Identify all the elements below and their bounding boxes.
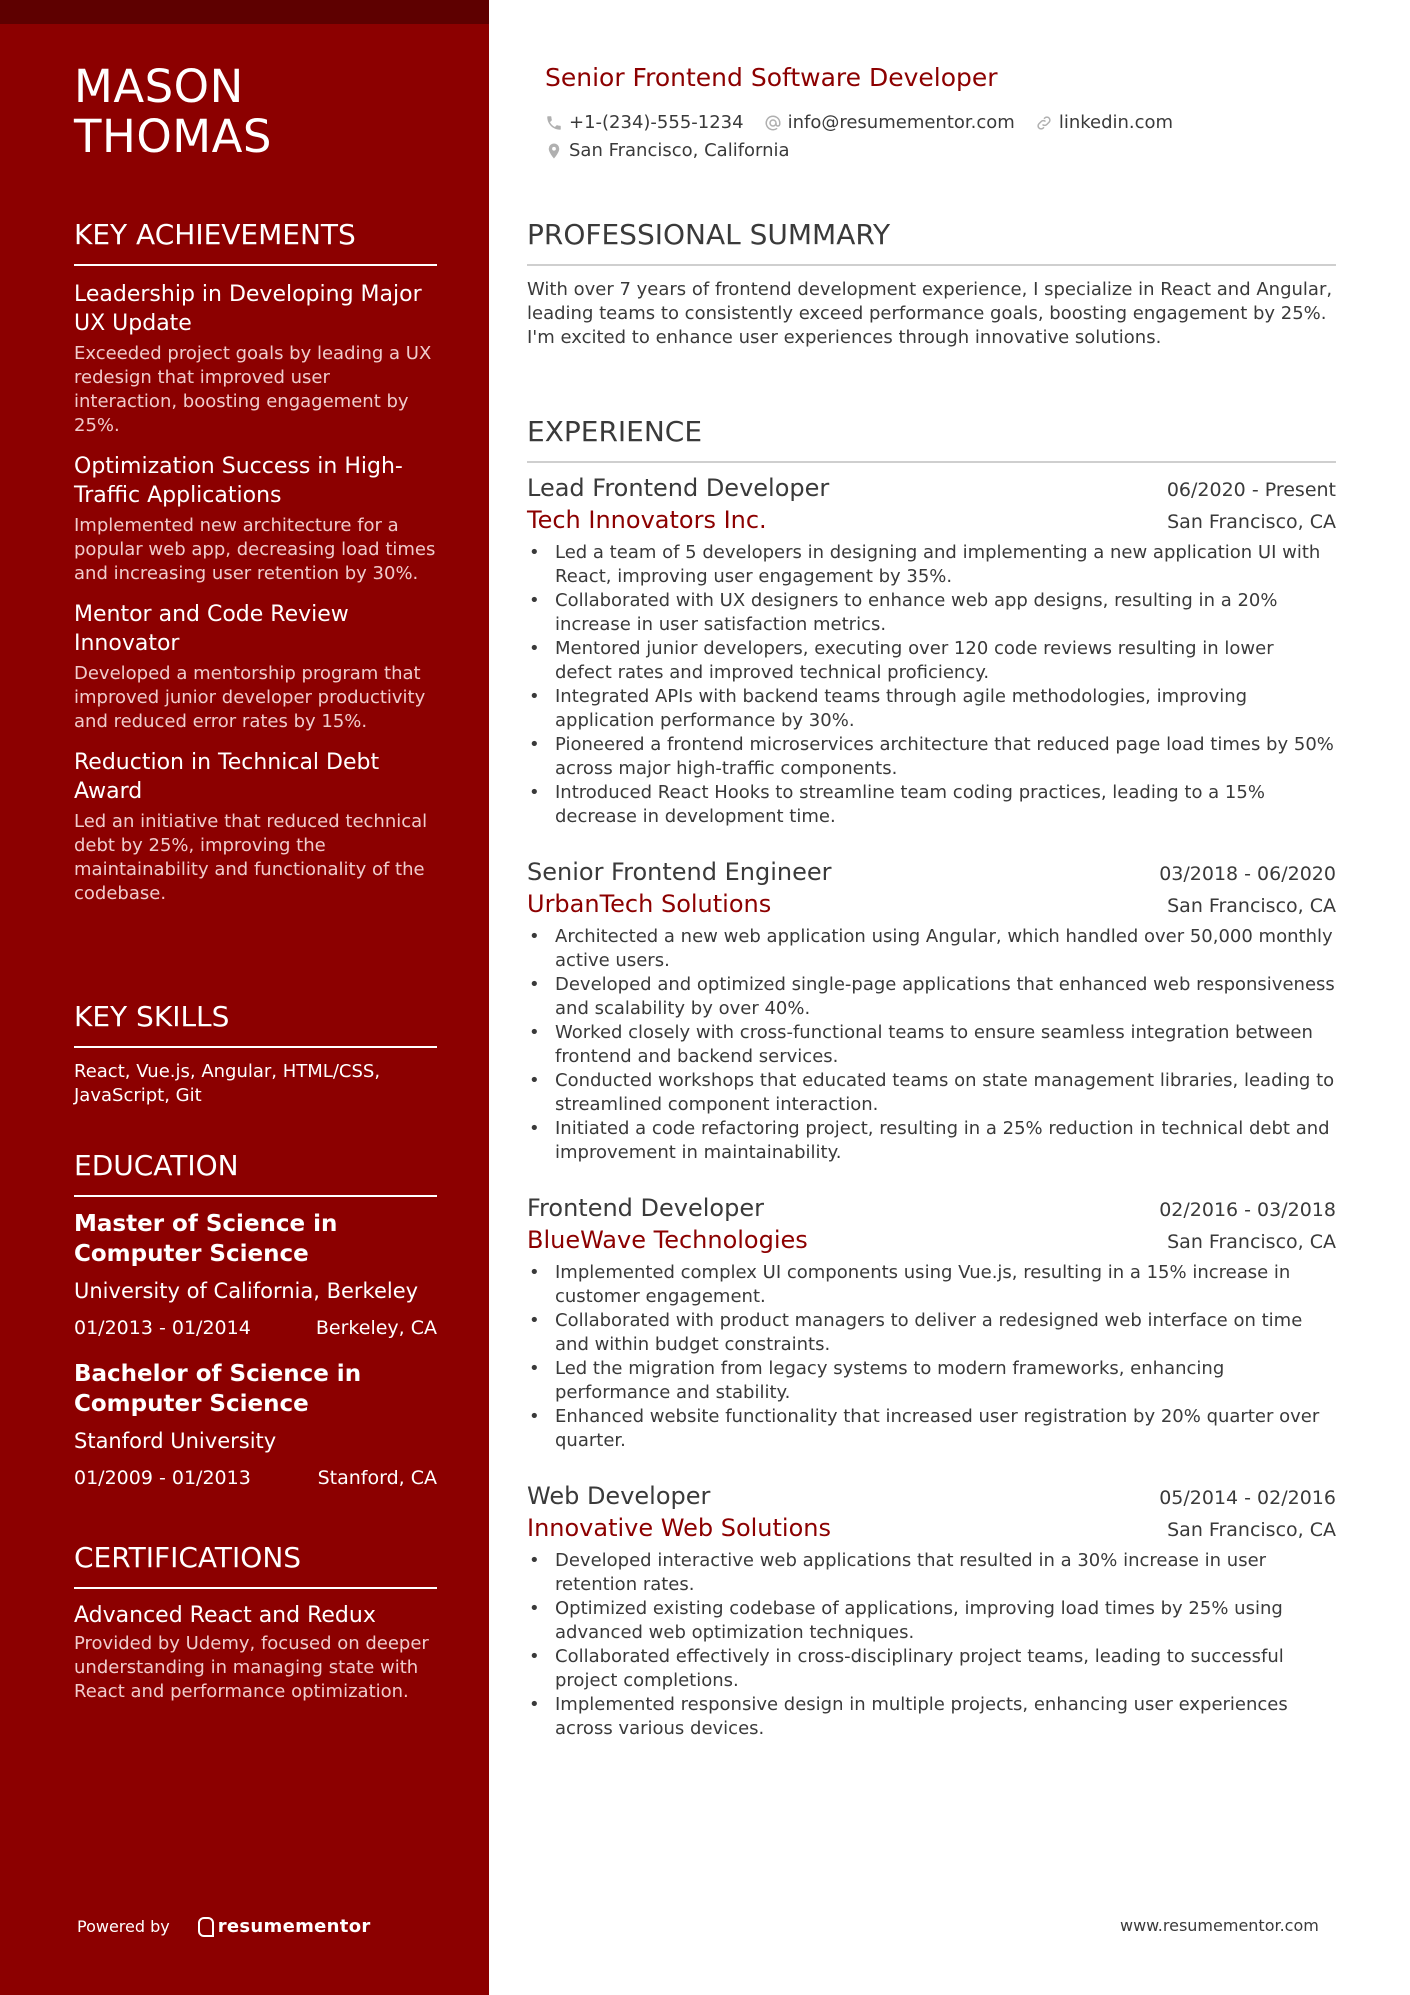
section-divider <box>74 1587 437 1589</box>
at-icon <box>764 114 782 132</box>
school: Stanford University <box>74 1429 277 1453</box>
education-heading: EDUCATION <box>74 1149 239 1182</box>
achievement-title: Mentor and Code Review Innovator <box>74 602 349 656</box>
job-location: San Francisco, CA <box>1167 1519 1336 1541</box>
job-entry <box>527 857 1336 1165</box>
job-company-row <box>527 1225 1336 1257</box>
bullet-item: • Enhanced website functionality that increased user registration by 20% quarter over quarter. <box>527 1405 1336 1453</box>
bullet-item: • Architected a new web application using Angular, which handled over 50,000 monthly active users. <box>527 925 1336 973</box>
achievements-section <box>74 218 437 906</box>
candidate-name <box>74 62 272 162</box>
certification-title: Advanced React and Redux <box>74 1603 376 1628</box>
achievement-item <box>74 748 437 906</box>
school: University of California, Berkeley <box>74 1279 419 1303</box>
section-divider <box>74 264 437 266</box>
job-bullets <box>527 541 1336 829</box>
contact-row <box>545 112 1173 133</box>
achievement-item <box>74 280 437 438</box>
brand-logo[interactable] <box>198 1916 371 1937</box>
achievement-item <box>74 452 437 586</box>
education-meta <box>74 1465 437 1491</box>
contact-row-2 <box>545 140 790 161</box>
degree: Bachelor of Science in Computer Science <box>74 1361 362 1417</box>
achievement-title: Leadership in Developing Major UX Update <box>74 282 422 336</box>
sidebar-top-band <box>0 0 489 24</box>
job-company: Tech Innovators Inc. <box>527 506 767 534</box>
email-text: info@resumementor.com <box>787 112 1015 133</box>
powered-by <box>77 1916 371 1937</box>
job-entry <box>527 473 1336 829</box>
bullet-item: • Introduced React Hooks to streamline team coding practices, leading to a 15% decrease in development time. <box>527 781 1336 829</box>
job-header <box>527 1193 1336 1225</box>
achievement-desc: Led an initiative that reduced technical debt by 25%, improving the maintainability and functionality of the codebase. <box>74 811 428 904</box>
phone-icon <box>545 114 563 132</box>
job-location: San Francisco, CA <box>1167 511 1336 533</box>
section-divider <box>74 1046 437 1048</box>
experience-section <box>527 415 1336 463</box>
summary-section <box>527 218 1336 350</box>
achievement-title: Optimization Success in High-Traffic Applications <box>74 454 403 508</box>
contact-phone[interactable] <box>545 112 744 133</box>
brand-name: resumementor <box>217 1916 371 1937</box>
job-bullets <box>527 925 1336 1165</box>
job-company: Innovative Web Solutions <box>527 1514 831 1542</box>
bullet-item: • Pioneered a frontend microservices architecture that reduced page load times by 50% across major high-traffic components. <box>527 733 1336 781</box>
education-location: Berkeley, CA <box>315 1317 437 1339</box>
job-entry <box>527 1193 1336 1453</box>
bullet-item: • Developed and optimized single-page applications that enhanced web responsiveness and scalability by over 40%. <box>527 973 1336 1021</box>
section-divider <box>527 264 1336 266</box>
job-role: Lead Frontend Developer <box>527 474 830 502</box>
bullet-item: • Worked closely with cross-functional teams to ensure seamless integration between frontend and backend services. <box>527 1021 1336 1069</box>
achievement-desc: Developed a mentorship program that improved junior developer productivity and reduced error rates by 15%. <box>74 663 426 732</box>
job-company: UrbanTech Solutions <box>527 890 772 918</box>
certifications-section <box>74 1541 437 1704</box>
achievement-desc: Implemented new architecture for a popular web app, decreasing load times and increasing user retention by 30%. <box>74 515 436 584</box>
job-header <box>527 857 1336 889</box>
summary-text: With over 7 years of frontend development experience, I specialize in React and Angular, leading teams to consistently exceed performance goals, boosting engagement by 25%. I'm excited to enhance user experiences through innovative solutions. <box>527 279 1333 348</box>
experience-heading: EXPERIENCE <box>527 415 703 448</box>
job-location: San Francisco, CA <box>1167 1231 1336 1253</box>
education-item <box>74 1359 437 1491</box>
certification-item <box>74 1601 437 1704</box>
contact-email[interactable] <box>764 112 1015 133</box>
bullet-item: • Optimized existing codebase of applications, improving load times by 25% using advanced web optimization techniques. <box>527 1597 1336 1645</box>
contact-location <box>545 140 790 161</box>
bullet-item: • Led the migration from legacy systems to modern frameworks, enhancing performance and stability. <box>527 1357 1336 1405</box>
education-dates: 01/2013 - 01/2014 <box>74 1317 251 1339</box>
bullet-item: • Integrated APIs with backend teams through agile methodologies, improving application performance by 30%. <box>527 685 1336 733</box>
bullet-item: • Implemented responsive design in multiple projects, enhancing user experiences across various devices. <box>527 1693 1336 1741</box>
bullet-item: • Collaborated with UX designers to enhance web app designs, resulting in a 20% increase in user satisfaction metrics. <box>527 589 1336 637</box>
job-company-row <box>527 505 1336 537</box>
phone-text: +1-(234)-555-1234 <box>569 112 744 133</box>
bullet-item: • Implemented complex UI components using Vue.js, resulting in a 15% increase in customer engagement. <box>527 1261 1336 1309</box>
section-divider <box>74 1195 437 1197</box>
job-header <box>527 473 1336 505</box>
last-name: THOMAS <box>74 110 272 163</box>
achievements-heading: KEY ACHIEVEMENTS <box>74 218 356 251</box>
sidebar <box>0 0 489 1995</box>
job-role: Web Developer <box>527 1482 711 1510</box>
bullet-item: • Developed interactive web applications that resulted in a 30% increase in user retention rates. <box>527 1549 1336 1597</box>
first-name: MASON <box>74 60 244 113</box>
education-location: Stanford, CA <box>317 1467 437 1489</box>
job-entry <box>527 1481 1336 1741</box>
resumementor-logo-icon <box>198 1917 214 1937</box>
bullet-item: • Conducted workshops that educated teams on state management libraries, leading to streamlined component interaction. <box>527 1069 1336 1117</box>
certifications-heading: CERTIFICATIONS <box>74 1541 302 1574</box>
skills-list: React, Vue.js, Angular, HTML/CSS, JavaScript, Git <box>74 1061 381 1106</box>
degree: Master of Science in Computer Science <box>74 1211 338 1267</box>
job-header <box>527 1481 1336 1513</box>
bullet-item: • Collaborated with product managers to deliver a redesigned web interface on time and within budget constraints. <box>527 1309 1336 1357</box>
achievement-desc: Exceeded project goals by leading a UX redesign that improved user interaction, boosting engagement by 25%. <box>74 343 432 436</box>
achievement-title: Reduction in Technical Debt Award <box>74 750 380 804</box>
job-role: Frontend Developer <box>527 1194 764 1222</box>
bullet-item: • Mentored junior developers, executing over 120 code reviews resulting in lower defect rates and improved technical proficiency. <box>527 637 1336 685</box>
linkedin-text: linkedin.com <box>1058 112 1174 133</box>
link-icon <box>1035 114 1053 132</box>
job-bullets <box>527 1261 1336 1453</box>
job-role: Senior Frontend Engineer <box>527 858 832 886</box>
skills-heading: KEY SKILLS <box>74 1000 230 1033</box>
bullet-item: • Collaborated effectively in cross-disciplinary project teams, leading to successful project completions. <box>527 1645 1336 1693</box>
bullet-item: • Led a team of 5 developers in designing and implementing a new application UI with React, improving user engagement by 35%. <box>527 541 1336 589</box>
certification-desc: Provided by Udemy, focused on deeper understanding in managing state with React and performance optimization. <box>74 1633 429 1702</box>
job-company-row <box>527 1513 1336 1545</box>
bullet-item: • Initiated a code refactoring project, resulting in a 25% reduction in technical debt and improvement in maintainability. <box>527 1117 1336 1165</box>
job-company-row <box>527 889 1336 921</box>
education-meta <box>74 1315 437 1341</box>
powered-by-label: Powered by <box>77 1917 170 1936</box>
job-title: Senior Frontend Software Developer <box>545 63 998 92</box>
footer-url[interactable]: www.resumementor.com <box>1120 1916 1319 1935</box>
location-text: San Francisco, California <box>569 140 790 161</box>
job-dates: 02/2016 - 03/2018 <box>1159 1199 1336 1221</box>
job-dates: 03/2018 - 06/2020 <box>1159 863 1336 885</box>
location-pin-icon <box>545 142 563 160</box>
contact-linkedin[interactable] <box>1035 112 1173 133</box>
job-company: BlueWave Technologies <box>527 1226 808 1254</box>
job-dates: 05/2014 - 02/2016 <box>1159 1487 1336 1509</box>
job-dates: 06/2020 - Present <box>1166 479 1336 501</box>
summary-heading: PROFESSIONAL SUMMARY <box>527 218 891 251</box>
job-bullets <box>527 1549 1336 1741</box>
job-location: San Francisco, CA <box>1167 895 1336 917</box>
education-section <box>74 1149 437 1491</box>
education-item <box>74 1209 437 1341</box>
education-dates: 01/2009 - 01/2013 <box>74 1467 251 1489</box>
achievement-item <box>74 600 437 734</box>
skills-section <box>74 1000 437 1108</box>
section-divider <box>527 461 1336 463</box>
